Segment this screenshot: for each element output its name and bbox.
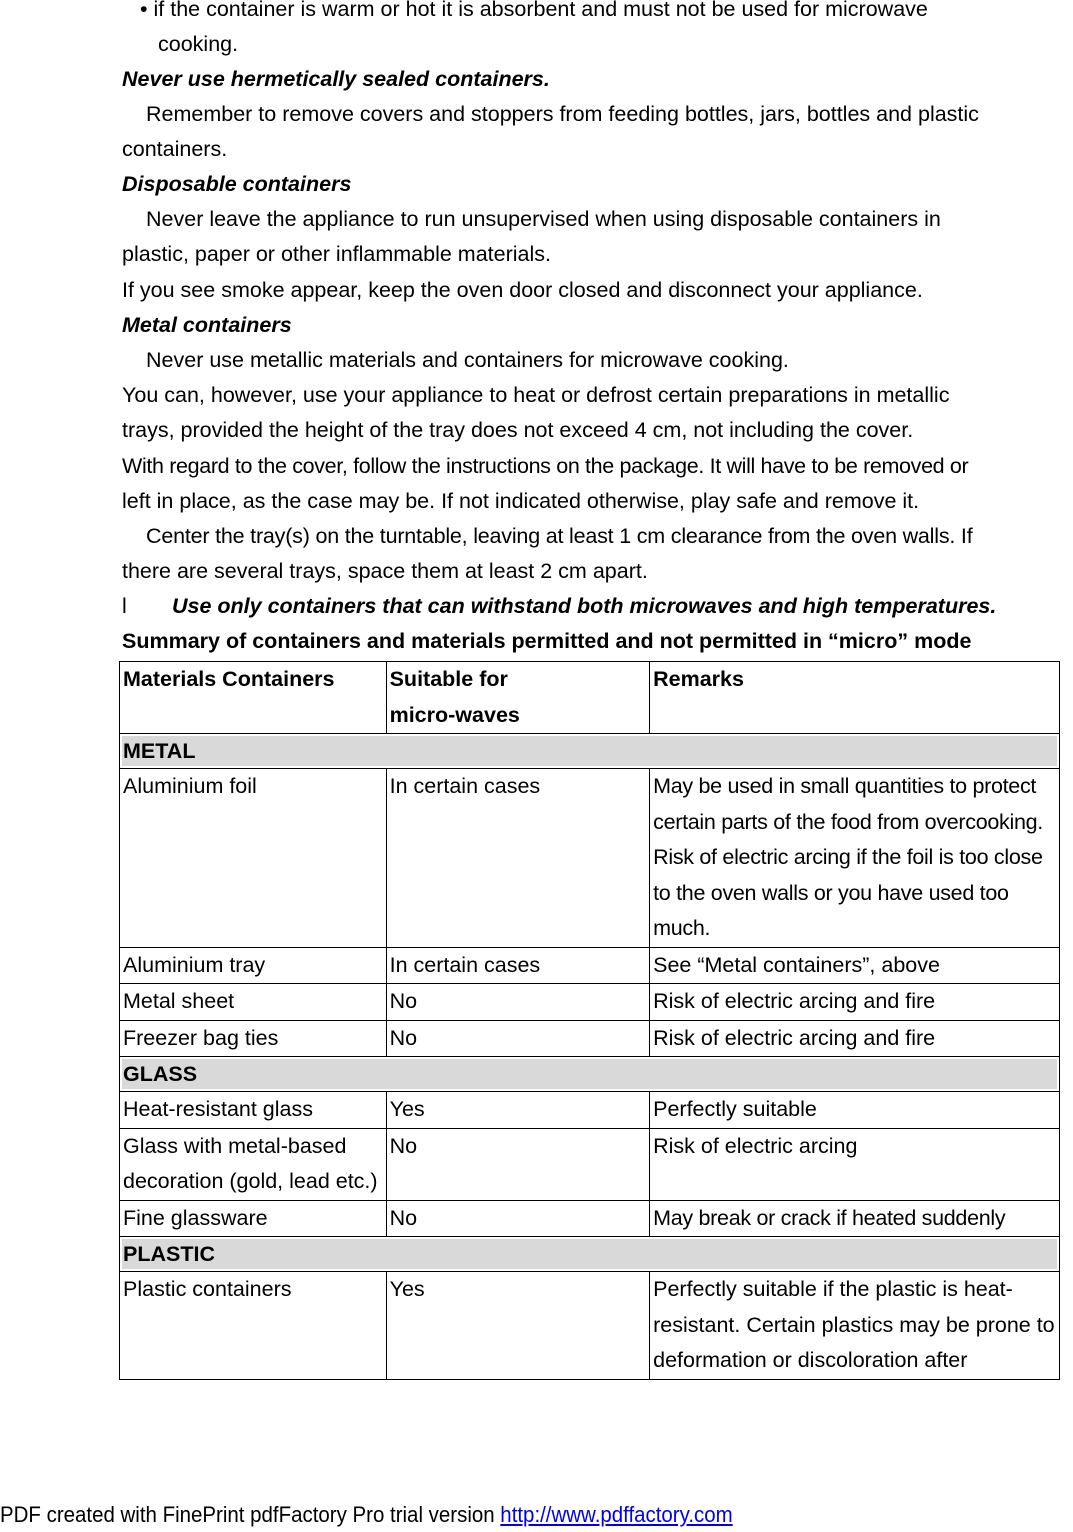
warning-bullet-icon: l bbox=[122, 594, 127, 618]
section-heading-metal: Metal containers bbox=[122, 313, 292, 337]
header-suitable-line2: micro-waves bbox=[389, 702, 520, 727]
cell-material: Fine glassware bbox=[120, 1200, 387, 1237]
category-label: GLASS bbox=[122, 1059, 1057, 1089]
cell-suitable: No bbox=[386, 984, 650, 1021]
bullet-paragraph-line: • if the container is warm or hot it is absorbent and must not be used for microwave bbox=[140, 0, 928, 21]
pdf-footer bbox=[0, 1500, 733, 1530]
cell-suitable: Yes bbox=[386, 1092, 650, 1129]
paragraph-line: If you see smoke appear, keep the oven door closed and disconnect your appliance. bbox=[122, 278, 923, 302]
cell-suitable: No bbox=[386, 1020, 650, 1057]
cell-suitable: Yes bbox=[386, 1272, 650, 1380]
category-row-glass bbox=[120, 1057, 1060, 1092]
table-row bbox=[120, 984, 1060, 1021]
paragraph-line: Remember to remove covers and stoppers from feeding bottles, jars, bottles and plastic bbox=[146, 102, 979, 126]
paragraph-line: left in place, as the case may be. If not indicated otherwise, play safe and remove it. bbox=[122, 489, 920, 513]
section-heading-disposable: Disposable containers bbox=[122, 172, 352, 196]
category-label: PLASTIC bbox=[122, 1239, 1057, 1269]
cell-material: Aluminium tray bbox=[120, 947, 387, 984]
warning-line bbox=[122, 589, 996, 624]
cell-material: Freezer bag ties bbox=[120, 1020, 387, 1057]
cell-remarks: Risk of electric arcing bbox=[650, 1128, 1060, 1200]
cell-material: Heat-resistant glass bbox=[120, 1092, 387, 1129]
paragraph-line: plastic, paper or other inflammable materials. bbox=[122, 242, 551, 266]
cell-material: Glass with metal-based decoration (gold, lead etc.) bbox=[120, 1128, 387, 1200]
cell-material: Aluminium foil bbox=[120, 769, 387, 948]
table-header-row bbox=[120, 662, 1060, 734]
cell-suitable: No bbox=[386, 1200, 650, 1237]
paragraph-line: containers. bbox=[122, 137, 228, 161]
section-heading-sealed: Never use hermetically sealed containers. bbox=[122, 67, 550, 91]
cell-suitable: No bbox=[386, 1128, 650, 1200]
table-row bbox=[120, 1128, 1060, 1200]
cell-remarks: See “Metal containers”, above bbox=[650, 947, 1060, 984]
containers-summary-table bbox=[119, 661, 1060, 1380]
footer-text: PDF created with FinePrint pdfFactory Pro trial version bbox=[0, 1502, 501, 1527]
paragraph-line: Never use metallic materials and containers for microwave cooking. bbox=[146, 348, 789, 372]
table-row bbox=[120, 1272, 1060, 1380]
category-label: METAL bbox=[122, 736, 1057, 766]
cell-remarks: Risk of electric arcing and fire bbox=[650, 1020, 1060, 1057]
cell-remarks: May break or crack if heated suddenly bbox=[650, 1200, 1060, 1237]
category-row-plastic bbox=[120, 1237, 1060, 1272]
cell-remarks: Perfectly suitable bbox=[650, 1092, 1060, 1129]
cell-suitable: In certain cases bbox=[386, 769, 650, 948]
header-suitable bbox=[386, 662, 650, 734]
table-row bbox=[120, 947, 1060, 984]
paragraph-line: Never leave the appliance to run unsupervised when using disposable containers in bbox=[146, 207, 941, 231]
cell-material: Metal sheet bbox=[120, 984, 387, 1021]
table-title: Summary of containers and materials permitted and not permitted in “micro” mode bbox=[122, 629, 972, 653]
cell-material: Plastic containers bbox=[120, 1272, 387, 1380]
table-row bbox=[120, 769, 1060, 948]
paragraph-line: cooking. bbox=[158, 32, 239, 56]
paragraph-line: You can, however, use your appliance to heat or defrost certain preparations in metallic bbox=[122, 383, 950, 407]
cell-suitable: In certain cases bbox=[386, 947, 650, 984]
paragraph-line: there are several trays, space them at least 2 cm apart. bbox=[122, 559, 648, 583]
pdffactory-link[interactable]: http://www.pdffactory.com bbox=[500, 1502, 733, 1527]
header-suitable-line1: Suitable for bbox=[389, 667, 508, 691]
table-row bbox=[120, 1020, 1060, 1057]
paragraph-line: trays, provided the height of the tray does not exceed 4 cm, not including the cover. bbox=[122, 418, 914, 442]
header-remarks: Remarks bbox=[650, 662, 1060, 734]
category-row-metal bbox=[120, 734, 1060, 769]
table-row bbox=[120, 1092, 1060, 1129]
warning-text: Use only containers that can withstand both microwaves and high temperatures. bbox=[172, 594, 997, 618]
table-row bbox=[120, 1200, 1060, 1237]
paragraph-line: Center the tray(s) on the turntable, leaving at least 1 cm clearance from the oven walls. If bbox=[146, 524, 973, 548]
paragraph-line: With regard to the cover, follow the instructions on the package. It will have to be removed or bbox=[122, 454, 969, 478]
cell-remarks: May be used in small quantities to protect certain parts of the food from overcooking. Risk of electric arcing if the foil is too close to the oven walls or you have used too much. bbox=[650, 769, 1060, 948]
header-materials: Materials Containers bbox=[120, 662, 387, 734]
cell-remarks: Perfectly suitable if the plastic is heat-resistant. Certain plastics may be prone to deformation or discoloration after bbox=[650, 1272, 1060, 1380]
cell-remarks: Risk of electric arcing and fire bbox=[650, 984, 1060, 1021]
